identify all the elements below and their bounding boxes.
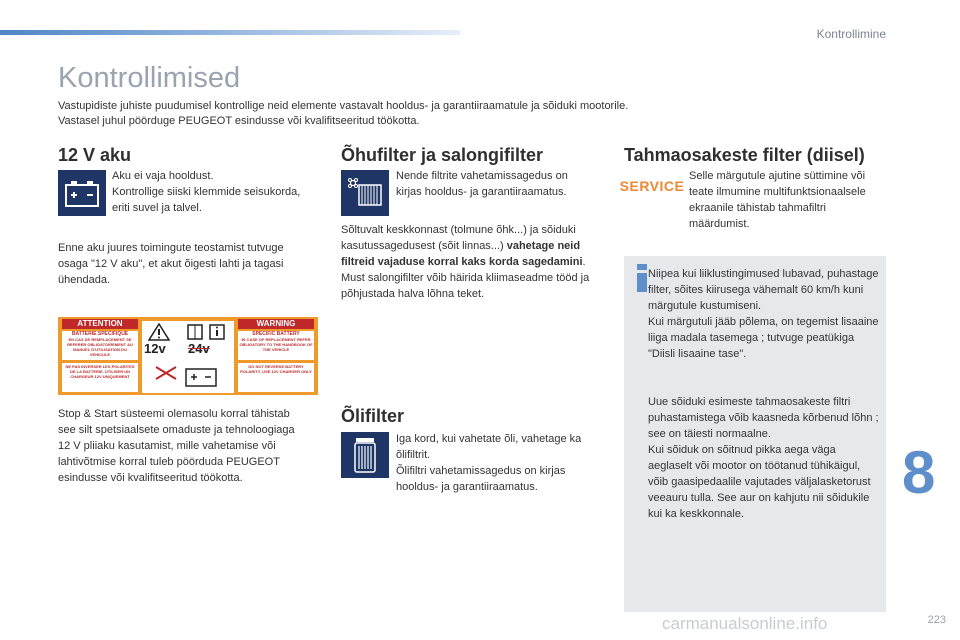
watermark: carmanualsonline.info: [662, 614, 828, 633]
warning-banner: WARNING: [238, 319, 314, 329]
stop-start-paragraph: Stop & Start süsteemi olemasolu korral tähistab see silt spetsiaalsete omaduste ja tehnoloogiaga 12 V pliiaku kasutamist, mille vahetamise või lahtivõtmise korral tuleb pöörduda PEUGEOT esindusse või kvalifitseeritud töökotta.: [58, 408, 295, 484]
air-filter-description: [396, 168, 596, 200]
chapter-number: 8: [902, 439, 936, 506]
battery-note-text: Enne aku juures toimingute teostamist tutvuge osaga "12 V aku", et akut õigesti lahti ja tagasi ühendada.: [58, 242, 284, 286]
info-panel: [624, 256, 886, 612]
oil-filter-desc-line: Iga kord, kui vahetate õli, vahetage ka õlifiltrit.: [396, 433, 582, 461]
attention-banner: ATTENTION: [62, 319, 138, 329]
fr-specific-box: [62, 331, 138, 360]
air-filter-desc-text: Nende filtrite vahetamissagedus on kirjas hooldus- ja garantiiraamatus.: [396, 170, 568, 198]
info-square-icon: [208, 323, 226, 341]
info-icon: [635, 264, 649, 292]
intro-line: Vastupidiste juhiste puudumisel kontrollige neid elemente vastavalt hooldus- ja garantiiraamatule ja sõiduki mootorile.: [58, 100, 629, 112]
air-filter-body-pre: Sõltuvalt keskkonnast (tolmune õhk...) ja sõiduki kasutussagedusest (sõit linnas...): [341, 224, 576, 252]
battery-polarity-icon: [152, 361, 224, 389]
particle-filter-desc-text: Selle märgutule ajutine süttimine või teate ilmumine multifunktsionaalsele ekraanile tähistab tahmafiltri määrdumist.: [689, 170, 866, 230]
battery-warning-label: [58, 317, 318, 395]
page-number: 223: [927, 614, 946, 626]
manual-book-icon: [186, 323, 204, 341]
info-block-2: [648, 394, 880, 522]
info-paragraph: Kui märgutuli jääb põlema, on tegemist lisaaine liiga madala tasemega ; tutvuge peatükiga "Diisli lisaaine tase".: [648, 316, 879, 360]
en-specific-title: SPECIFIC BATTERY: [252, 331, 300, 337]
fr-polarity-box: NE PAS INVERSER LES POLARITES DE LA BATTERIE. UTILISER UN CHARGEUR 12V UNIQUEMENT: [62, 363, 138, 392]
stop-start-text: [58, 406, 298, 486]
intro-text: [58, 99, 858, 129]
particle-filter-description: [689, 168, 879, 232]
oil-filter-heading: Õlifilter: [341, 406, 405, 426]
air-filter-body-end: Must salongifilter võib häirida kliimaseadme tööd ja põhjustada halva lõhna teket.: [341, 272, 590, 300]
section-label: Kontrollimine: [816, 27, 886, 41]
label-24v-crossed: 24v: [188, 341, 210, 356]
air-filter-icon: [341, 170, 389, 216]
battery-desc-line: Kontrollige siiski klemmide seisukorda, eriti suvel ja talvel.: [112, 186, 301, 214]
air-filter-body-para: [341, 222, 601, 270]
battery-heading: 12 V aku: [58, 145, 132, 165]
info-paragraph: Kui sõiduk on sõitnud pikka aega väga aeglaselt või mootor on töötanud tühikäigul, võib gaasipedaalile vajutades väljalasketorust veeauru tulla. See aur on kahjutu nii sõidukile kui ka keskkonnale.: [648, 444, 871, 520]
en-specific-box: [238, 331, 314, 360]
air-filter-heading: Õhufilter ja salongifilter: [341, 145, 544, 165]
warning-triangle-icon: [148, 323, 170, 341]
air-filter-body-after: .: [582, 256, 586, 268]
air-filter-body: [341, 222, 601, 302]
fr-specific-title: BATTERIE SPECIFIQUE: [71, 331, 129, 337]
intro-line: Vastasel juhul pöörduge PEUGEOT esindusse või kvalifitseeritud töökotta.: [58, 115, 420, 127]
particle-filter-heading: Tahmaosakeste filter (diisel): [624, 145, 865, 165]
fr-replace-text: EN CAS DE REMPLACEMENT SE REFERER OBLIGATOIREMENT AU MANUEL D'UTILISATION DU VEHICULE: [67, 337, 133, 357]
info-paragraph: Niipea kui liiklustingimused lubavad, puhastage filter, sõites kiirusega vähemalt 60 km/h kuni märgutule kustumiseni.: [648, 268, 879, 312]
oil-filter-description: [396, 431, 596, 495]
air-filter-body-bold: vahetage neid filtreid vajaduse korral kaks korda sagedamini: [341, 240, 583, 268]
battery-desc-line: Aku ei vaja hooldust.: [112, 170, 214, 182]
header-accent-bar: [0, 30, 460, 35]
info-paragraph: Uue sõiduki esimeste tahmaosakeste filtri puhastamistega võib kaasneda kõrbenud lõhn ; see on täiesti normaalne.: [648, 396, 879, 440]
en-polarity-box: DO NOT REVERSE BATTERY POLARITY. USE 12V CHARGER ONLY: [238, 363, 314, 392]
en-replace-text: IN CASE OF REPLACEMENT REFER OBLIGATORY TO THE HANDBOOK OF THE VEHICLE: [239, 337, 313, 352]
service-warning-icon: SERVICE: [619, 178, 685, 194]
oil-filter-icon: [341, 432, 389, 478]
battery-description: [112, 168, 302, 216]
label-center-panel: [142, 321, 234, 393]
oil-filter-desc-line: Õlifiltri vahetamissagedus on kirjas hooldus- ja garantiiraamatus.: [396, 465, 566, 493]
battery-icon: [58, 170, 106, 216]
label-12v: 12v: [144, 341, 166, 356]
battery-note: [58, 240, 316, 288]
page-title: Kontrollimised: [58, 62, 241, 94]
info-block-1: [648, 266, 880, 362]
